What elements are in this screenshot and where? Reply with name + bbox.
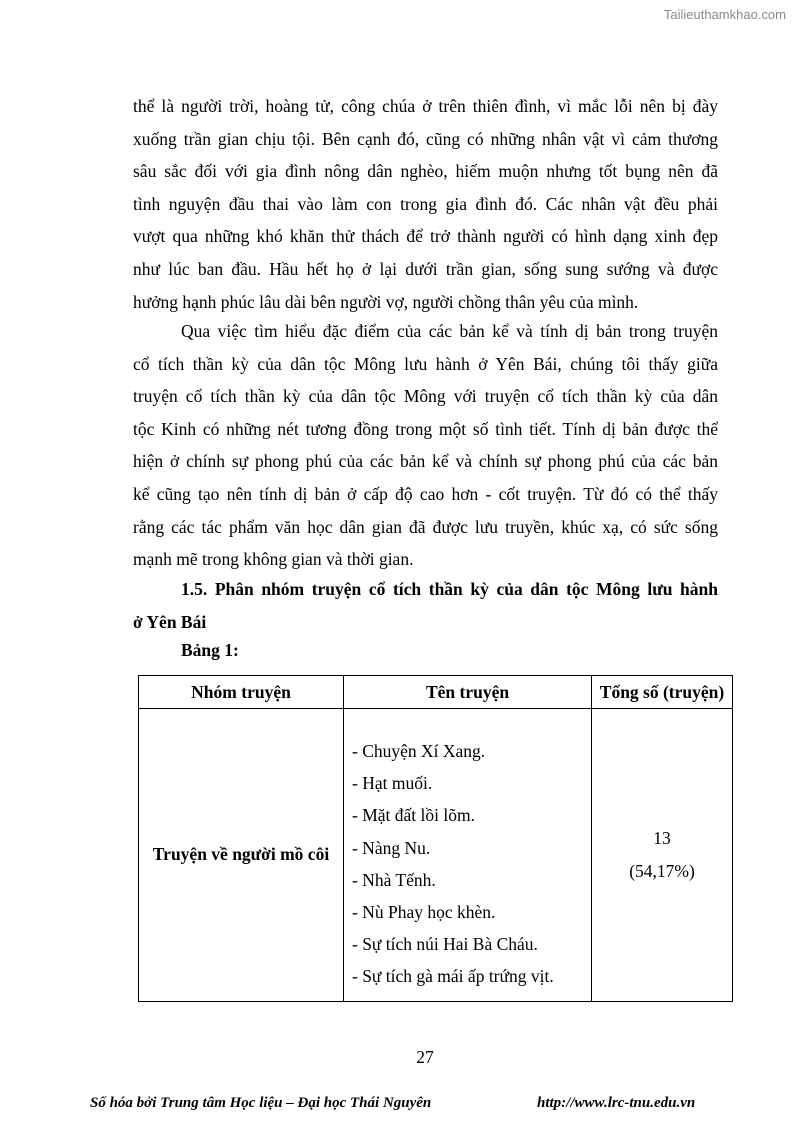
text-line: tình nguyện đầu thai vào làm con trong gia đình đó. Các nhân vật đều phải [133, 193, 718, 214]
section-heading-line-1: 1.5. Phân nhóm truyện cổ tích thần kỳ của dân tộc Mông lưu hành [181, 579, 718, 599]
story-item: - Sự tích gà mái ấp trứng vịt. [352, 966, 554, 987]
table-header-row [139, 676, 733, 709]
header-total: Tổng số (truyện) [592, 676, 733, 709]
total-count: 13 [653, 828, 671, 849]
text-line: thể là người trời, hoàng tử, công chúa ở trên thiên đình, vì mắc lỗi nên bị đày [133, 96, 718, 116]
story-item: - Nhà Tếnh. [352, 869, 436, 890]
table-row [139, 709, 733, 1002]
story-item: - Mặt đất lồi lõm. [352, 805, 475, 826]
section-heading [133, 573, 718, 638]
text-line: tộc Kinh có những nét tương đồng trong một số tình tiết. Tính dị bản được thể [133, 418, 718, 439]
text-line: vượt qua những khó khăn thử thách để trở thành người có hình dạng xinh đẹp [133, 226, 718, 247]
text-line: hưởng hạnh phúc lâu dài bên người vợ, người chồng thân yêu của mình. [133, 291, 639, 312]
page-number: 27 [416, 1047, 434, 1067]
total-percent: (54,17%) [629, 860, 695, 881]
header-story-name: Tên truyện [344, 676, 592, 709]
paragraph-2 [133, 315, 718, 576]
story-group-table [138, 675, 733, 1002]
text-line: mạnh mẽ trong không gian và thời gian. [133, 549, 414, 570]
footer-source: Số hóa bởi Trung tâm Học liệu – Đại học Thái Nguyên [90, 1095, 432, 1111]
paragraph-1 [133, 90, 718, 318]
text-line: kể cũng tạo nên tính dị bản ở cấp độ cao hơn - cốt truyện. Từ đó có thể thấy [133, 483, 718, 504]
table-caption: Bảng 1: [181, 640, 239, 660]
text-line: hiện ở chính sự phong phú của các bản kể và chính sự phong phú của các bản [133, 451, 718, 472]
watermark: Tailieuthamkhao.com [663, 7, 786, 22]
text-line: sâu sắc đối với gia đình nông dân nghèo, hiếm muộn nhưng tốt bụng nên đã [133, 161, 718, 182]
text-line: rằng các tác phẩm văn học dân gian đã được lưu truyền, khúc xạ, có sức sống [133, 516, 718, 537]
section-heading-line-2: ở Yên Bái [133, 611, 207, 632]
text-line: như lúc ban đầu. Hầu hết họ ở lại dưới trần gian, sống sung sướng và được [133, 258, 718, 279]
story-item: - Hạt muối. [352, 773, 433, 794]
total-cell [592, 709, 733, 1002]
header-group: Nhóm truyện [139, 676, 344, 709]
text-line: truyện cổ tích thần kỳ của dân tộc Mông với truyện cổ tích thần kỳ của dân [133, 386, 718, 407]
text-line: cổ tích thần kỳ của dân tộc Mông lưu hành ở Yên Bái, chúng tôi thấy giữa [133, 353, 718, 374]
story-item: - Nù Phay học khèn. [352, 902, 496, 923]
stories-cell [344, 709, 592, 1002]
footer-url[interactable]: http://www.lrc-tnu.edu.vn [537, 1095, 696, 1111]
text-line: xuống trần gian chịu tội. Bên cạnh đó, cũng có những nhân vật vì cảm thương [133, 128, 718, 149]
text-line: Qua việc tìm hiểu đặc điểm của các bản kể và tính dị bản trong truyện [181, 321, 718, 341]
story-item: - Sự tích núi Hai Bà Cháu. [352, 934, 538, 955]
group-cell: Truyện về người mồ côi [139, 709, 344, 1002]
story-item: - Chuyện Xí Xang. [352, 741, 486, 761]
story-item: - Nàng Nu. [352, 837, 431, 858]
